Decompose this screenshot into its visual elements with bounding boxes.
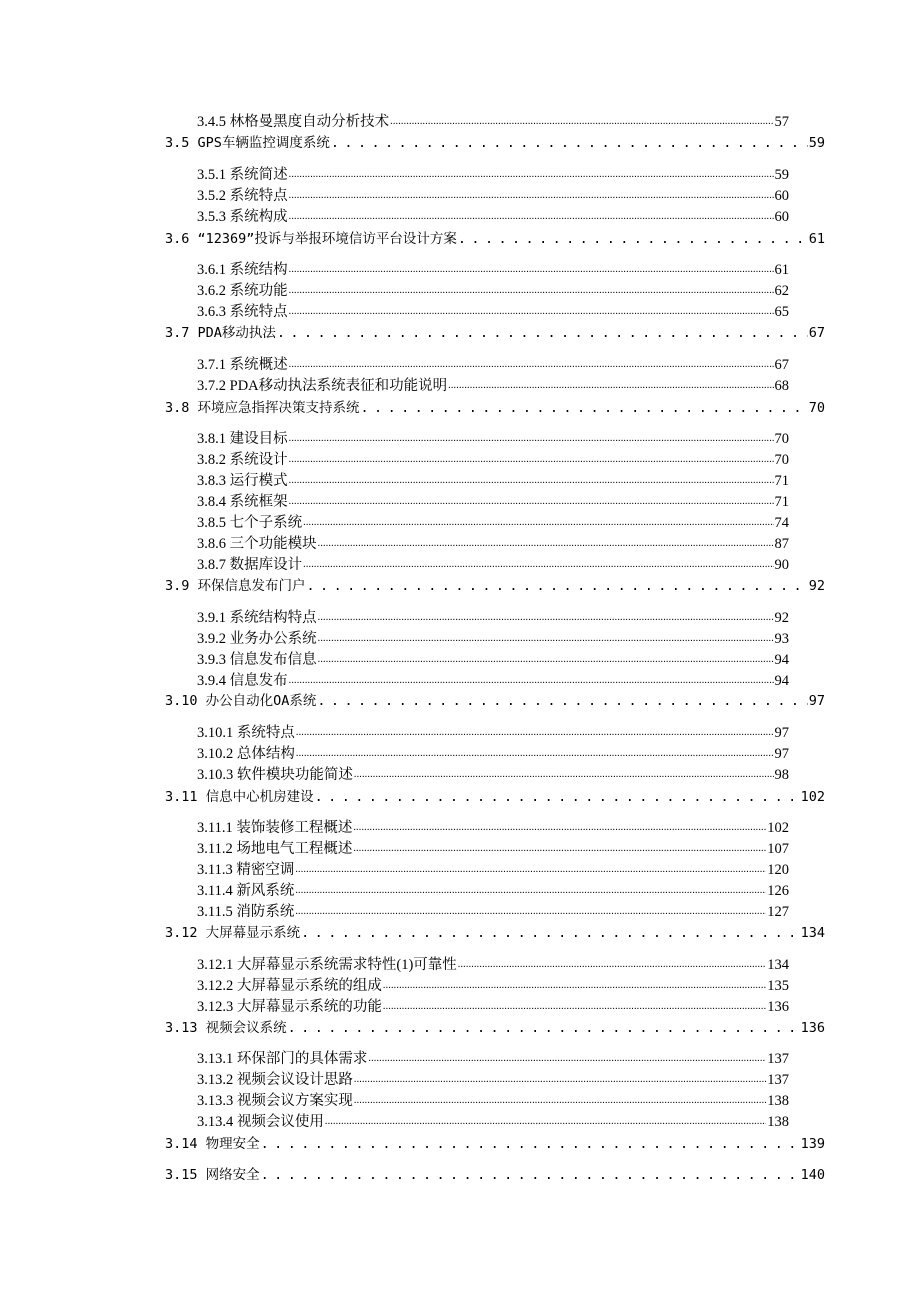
toc-dot-leader — [303, 556, 773, 574]
toc-dot-leader — [289, 451, 774, 469]
toc-subsection-entry[interactable] — [197, 280, 789, 300]
toc-subsection-entry[interactable] — [197, 975, 789, 995]
toc-page-number: 71 — [774, 473, 789, 489]
toc-section-entry[interactable] — [165, 575, 825, 595]
toc-page-number: 67 — [808, 325, 825, 341]
toc-subsection-entry[interactable] — [197, 111, 789, 131]
toc-dot-leader — [361, 399, 808, 417]
toc-entry-label: 3.8.1 建设目标 — [197, 431, 288, 447]
toc-dot-leader — [318, 651, 774, 669]
toc-dot-leader — [318, 609, 774, 627]
toc-page-number: 97 — [774, 746, 789, 762]
toc-dot-leader — [458, 230, 808, 248]
toc-dot-leader — [289, 493, 774, 511]
toc-dot-leader — [296, 745, 774, 763]
toc-entry-label: 3.6.2 系统功能 — [197, 283, 288, 299]
toc-entry-label: 3.9.4 信息发布 — [197, 673, 288, 689]
toc-entry-label: 3.7 PDA移动执法 — [165, 325, 276, 341]
toc-page-number: 98 — [774, 767, 789, 783]
toc-entry-label: 3.10.1 系统特点 — [197, 725, 295, 741]
toc-dot-leader — [289, 356, 774, 374]
toc-dot-leader — [289, 430, 774, 448]
toc-dot-leader — [289, 187, 774, 205]
toc-dot-leader — [448, 377, 773, 395]
toc-dot-leader — [368, 1050, 766, 1068]
toc-dot-leader — [295, 861, 766, 879]
toc-page-number: 59 — [774, 167, 789, 183]
toc-subsection-entry[interactable] — [197, 901, 789, 921]
toc-dot-leader — [307, 577, 808, 595]
toc-dot-leader — [261, 1135, 800, 1153]
toc-entry-label: 3.12 大屏幕显示系统 — [165, 925, 301, 941]
toc-dot-leader — [289, 472, 774, 490]
toc-entry-label: 3.9 环保信息发布门户 — [165, 578, 306, 594]
toc-subsection-entry[interactable] — [197, 449, 789, 469]
toc-entry-label: 3.11.3 精密空调 — [197, 862, 295, 878]
toc-subsection-entry[interactable] — [197, 1069, 789, 1089]
toc-page-number: 97 — [774, 725, 789, 741]
toc-entry-label: 3.7.2 PDA移动执法系统表征和功能说明 — [197, 378, 448, 394]
toc-dot-leader — [353, 819, 766, 837]
toc-section-entry[interactable] — [165, 1017, 825, 1037]
toc-subsection-entry[interactable] — [197, 259, 789, 279]
toc-subsection-entry[interactable] — [197, 670, 789, 690]
toc-dot-leader — [289, 261, 774, 279]
toc-entry-label: 3.8.6 三个功能模块 — [197, 536, 317, 552]
toc-dot-leader — [317, 692, 807, 710]
toc-subsection-entry[interactable] — [197, 743, 789, 763]
toc-subsection-entry[interactable] — [197, 301, 789, 321]
toc-page-number: 97 — [808, 693, 825, 709]
toc-subsection-entry[interactable] — [197, 206, 789, 226]
toc-dot-leader — [289, 208, 774, 226]
toc-entry-label: 3.6.1 系统结构 — [197, 262, 288, 278]
toc-page-number: 92 — [808, 578, 825, 594]
toc-page-number: 87 — [774, 536, 789, 552]
toc-entry-label: 3.8 环境应急指挥决策支持系统 — [165, 400, 360, 416]
toc-page-number: 60 — [774, 209, 789, 225]
toc-section-entry[interactable] — [165, 1164, 825, 1184]
toc-subsection-entry[interactable] — [197, 880, 789, 900]
toc-page-number: 137 — [767, 1072, 789, 1088]
toc-entry-label: 3.8.3 运行模式 — [197, 473, 288, 489]
toc-page-number: 59 — [808, 135, 825, 151]
toc-page-number: 120 — [767, 862, 789, 878]
toc-page-number: 127 — [767, 904, 789, 920]
toc-dot-leader — [354, 1092, 766, 1110]
toc-page-number: 135 — [767, 978, 789, 994]
toc-dot-leader — [353, 840, 766, 858]
toc-subsection-entry[interactable] — [197, 428, 789, 448]
toc-subsection-entry[interactable] — [197, 1048, 789, 1068]
toc-entry-label: 3.5.3 系统构成 — [197, 209, 288, 225]
toc-page-number: 139 — [800, 1136, 825, 1152]
toc-section-entry[interactable] — [165, 922, 825, 942]
toc-page-number: 134 — [800, 925, 825, 941]
toc-page-number: 70 — [808, 400, 825, 416]
toc-subsection-entry[interactable] — [197, 554, 789, 574]
toc-subsection-entry[interactable] — [197, 817, 789, 837]
toc-page-number: 94 — [774, 652, 789, 668]
toc-page-number: 136 — [800, 1020, 825, 1036]
toc-entry-label: 3.14 物理安全 — [165, 1136, 260, 1152]
toc-subsection-entry[interactable] — [197, 838, 789, 858]
toc-page-number: 94 — [774, 673, 789, 689]
toc-page-number: 93 — [774, 631, 789, 647]
toc-dot-leader — [318, 630, 774, 648]
toc-subsection-entry[interactable] — [197, 628, 789, 648]
toc-page-number: 65 — [774, 304, 789, 320]
toc-dot-leader — [315, 788, 800, 806]
toc-subsection-entry[interactable] — [197, 185, 789, 205]
toc-dot-leader — [289, 282, 774, 300]
toc-subsection-entry[interactable] — [197, 375, 789, 395]
toc-dot-leader — [354, 1071, 766, 1089]
toc-dot-leader — [289, 166, 774, 184]
toc-dot-leader — [301, 924, 799, 942]
toc-page-number: 67 — [774, 357, 789, 373]
toc-entry-label: 3.4.5 林格曼黑度自动分析技术 — [197, 114, 390, 130]
toc-subsection-entry[interactable] — [197, 859, 789, 879]
toc-dot-leader — [458, 956, 766, 974]
toc-dot-leader — [303, 514, 773, 532]
toc-page-number: 137 — [767, 1051, 789, 1067]
toc-subsection-entry[interactable] — [197, 764, 789, 784]
toc-page-number: 134 — [767, 957, 789, 973]
toc-dot-leader — [331, 134, 808, 152]
toc-dot-leader — [288, 1019, 800, 1037]
toc-page-number: 102 — [800, 789, 825, 805]
toc-subsection-entry[interactable] — [197, 164, 789, 184]
toc-page-number: 107 — [767, 841, 789, 857]
toc-subsection-entry[interactable] — [197, 954, 789, 974]
toc-entry-label: 3.10 办公自动化OA系统 — [165, 693, 317, 709]
toc-subsection-entry[interactable] — [197, 1111, 789, 1131]
toc-page-number: 70 — [774, 431, 789, 447]
toc-entry-label: 3.9.3 信息发布信息 — [197, 652, 317, 668]
toc-dot-leader — [390, 113, 773, 131]
toc-dot-leader — [289, 303, 774, 321]
toc-dot-leader — [383, 977, 766, 995]
toc-entry-label: 3.12.3 大屏幕显示系统的功能 — [197, 999, 382, 1015]
toc-entry-label: 3.9.1 系统结构特点 — [197, 610, 317, 626]
toc-entry-label: 3.5.1 系统简述 — [197, 167, 288, 183]
toc-entry-label: 3.13.4 视频会议使用 — [197, 1114, 324, 1130]
toc-subsection-entry[interactable] — [197, 491, 789, 511]
toc-dot-leader — [277, 324, 808, 342]
toc-page-number: 102 — [767, 820, 789, 836]
toc-page-number: 74 — [774, 515, 789, 531]
toc-entry-label: 3.15 网络安全 — [165, 1167, 260, 1183]
toc-dot-leader — [325, 1113, 766, 1131]
toc-section-entry[interactable] — [165, 1133, 825, 1153]
toc-subsection-entry[interactable] — [197, 996, 789, 1016]
toc-page-number: 61 — [774, 262, 789, 278]
toc-entry-label: 3.5.2 系统特点 — [197, 188, 288, 204]
toc-section-entry[interactable] — [165, 397, 825, 417]
toc-page-number: 71 — [774, 494, 789, 510]
toc-page-number: 62 — [774, 283, 789, 299]
toc-entry-label: 3.8.4 系统框架 — [197, 494, 288, 510]
toc-entry-label: 3.13.2 视频会议设计思路 — [197, 1072, 353, 1088]
toc-dot-leader — [296, 724, 774, 742]
toc-entry-label: 3.13 视频会议系统 — [165, 1020, 287, 1036]
toc-entry-label: 3.13.3 视频会议方案实现 — [197, 1093, 353, 1109]
toc-entry-label: 3.6.3 系统特点 — [197, 304, 288, 320]
toc-page-number: 61 — [808, 231, 825, 247]
toc-entry-label: 3.11.2 场地电气工程概述 — [197, 841, 353, 857]
toc-page-number: 138 — [767, 1093, 789, 1109]
toc-entry-label: 3.11.5 消防系统 — [197, 904, 295, 920]
toc-entry-label: 3.12.2 大屏幕显示系统的组成 — [197, 978, 382, 994]
toc-page-number: 57 — [774, 114, 789, 130]
toc-section-entry[interactable] — [165, 786, 825, 806]
toc-subsection-entry[interactable] — [197, 607, 789, 627]
toc-entry-label: 3.11.4 新风系统 — [197, 883, 295, 899]
toc-page-number: 68 — [774, 378, 789, 394]
toc-subsection-entry[interactable] — [197, 354, 789, 374]
toc-dot-leader — [318, 535, 774, 553]
toc-entry-label: 3.8.2 系统设计 — [197, 452, 288, 468]
toc-entry-label: 3.8.7 数据库设计 — [197, 557, 303, 573]
toc-section-entry[interactable] — [165, 322, 825, 342]
toc-page-number: 138 — [767, 1114, 789, 1130]
toc-entry-label: 3.13.1 环保部门的具体需求 — [197, 1051, 368, 1067]
toc-dot-leader — [289, 672, 774, 690]
toc-subsection-entry[interactable] — [197, 649, 789, 669]
toc-page-number: 136 — [767, 999, 789, 1015]
toc-subsection-entry[interactable] — [197, 722, 789, 742]
toc-section-entry[interactable] — [165, 690, 825, 710]
toc-page-number: 60 — [774, 188, 789, 204]
toc-page-number: 126 — [767, 883, 789, 899]
toc-page-number: 140 — [800, 1167, 825, 1183]
toc-subsection-entry[interactable] — [197, 533, 789, 553]
toc-subsection-entry[interactable] — [197, 512, 789, 532]
toc-subsection-entry[interactable] — [197, 470, 789, 490]
toc-entry-label: 3.11 信息中心机房建设 — [165, 789, 314, 805]
toc-dot-leader — [383, 998, 766, 1016]
toc-dot-leader — [295, 882, 766, 900]
toc-page-number: 70 — [774, 452, 789, 468]
toc-entry-label: 3.8.5 七个子系统 — [197, 515, 303, 531]
toc-entry-label: 3.7.1 系统概述 — [197, 357, 288, 373]
toc-entry-label: 3.11.1 装饰装修工程概述 — [197, 820, 353, 836]
toc-dot-leader — [354, 766, 774, 784]
toc-dot-leader — [261, 1166, 800, 1184]
toc-page-number: 92 — [774, 610, 789, 626]
toc-section-entry[interactable] — [165, 132, 825, 152]
toc-section-entry[interactable] — [165, 228, 825, 248]
toc-entry-label: 3.6 “12369”投诉与举报环境信访平台设计方案 — [165, 231, 457, 247]
toc-entry-label: 3.10.3 软件模块功能简述 — [197, 767, 353, 783]
toc-entry-label: 3.9.2 业务办公系统 — [197, 631, 317, 647]
toc-page-number: 90 — [774, 557, 789, 573]
toc-entry-label: 3.5 GPS车辆监控调度系统 — [165, 135, 330, 151]
toc-entry-label: 3.10.2 总体结构 — [197, 746, 295, 762]
toc-entry-label: 3.12.1 大屏幕显示系统需求特性(1)可靠性 — [197, 957, 457, 973]
toc-subsection-entry[interactable] — [197, 1090, 789, 1110]
toc-dot-leader — [295, 903, 766, 921]
